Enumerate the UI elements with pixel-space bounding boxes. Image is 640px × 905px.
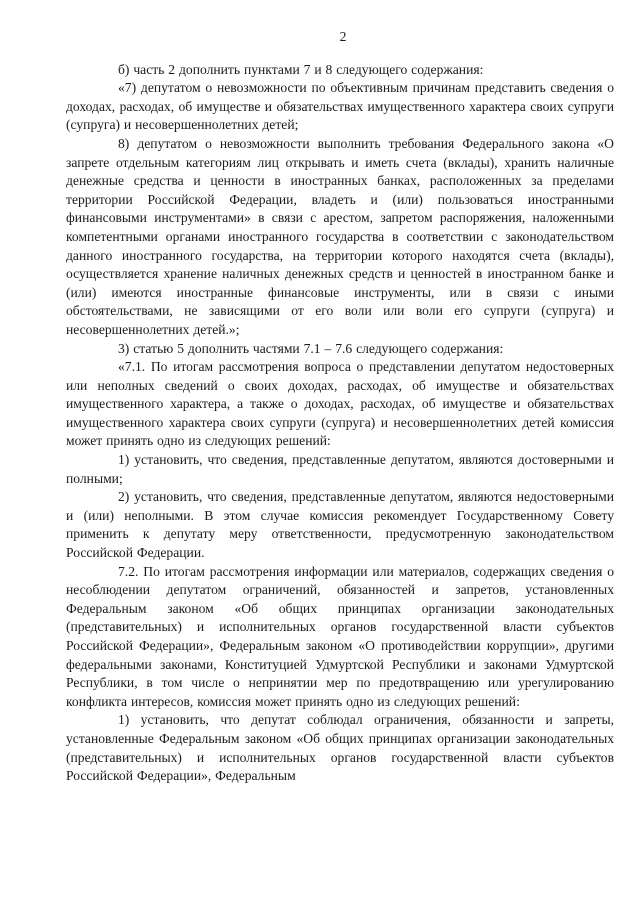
paragraph-item-8: 8) депутатом о невозможности выполнить требования Федерального закона «О запрете отдельным категориям лиц открывать и иметь счета (вклады), хранить наличные денежные средства и ценности в иностранных банках, расположенных за пределами территории Российской Федерации, владеть и (или) пользоваться иностранными финансовыми инструментами» в связи с арестом, запретом распоряжения, наложенными компетентными органами иностранного государства в соответствии с законодательством данного иностранного государства, на территории которого находятся счета (вклады), осуществляется хранение наличных денежных средств и ценностей в иностранном банке и (или) имеются иностранные финансовые инструменты, или в связи с иными обстоятельствами, не зависящими от его воли или воли его супруги (супруга) и несовершеннолетних детей.»; xyxy=(66,135,614,337)
paragraph-article-5: 3) статью 5 дополнить частями 7.1 – 7.6 следующего содержания: xyxy=(118,340,504,356)
paragraph-item-7: «7) депутатом о невозможности по объективным причинам представить сведения о доходах, расходах, об имуществе и обязательствах имущественного характера своих супруги (супруга) и несовершеннолетних детей; xyxy=(66,80,614,133)
page-number: 2 xyxy=(339,29,347,44)
paragraph-amendment-b: б) часть 2 дополнить пунктами 7 и 8 следующего содержания: xyxy=(118,61,484,77)
paragraph-7-2-decision-1: 1) установить, что депутат соблюдал ограничения, обязанности и запреты, установленные Федеральным законом «Об общих принципах организации законодательных (представительных) и исполнительных органов государственной власти субъектов Российской Федерации», Федеральным xyxy=(66,712,614,784)
paragraph-7-1-decision-2: 2) установить, что сведения, представленные депутатом, являются недостоверными и (или) неполными. В этом случае комиссия рекомендует Государственному Совету применить к депутату меру ответственности, предусмотренную законодательством Российской Федерации. xyxy=(66,489,614,561)
paragraph-part-7-2: 7.2. По итогам рассмотрения информации или материалов, содержащих сведения о несоблюдении депутатом ограничений, обязанностей и запретов, установленных Федеральным законом «Об общих принципах организации законодательных (представительных) и исполнительных органов государственной власти субъектов Российской Федерации», Федеральным законом «О противодействии коррупции», другими федеральными законами, Конституцией Удмуртской Республики и законами Удмуртской Республики, в том числе о непринятии мер по предотвращению или урегулированию конфликта интересов, комиссия может принять одно из следующих решений: xyxy=(66,563,614,709)
document-page xyxy=(66,28,614,786)
paragraph-part-7-1: «7.1. По итогам рассмотрения вопроса о представлении депутатом недостоверных или неполных сведений о своих доходах, расходах, об имуществе и обязательствах имущественного характера, а также о доходах, расходах, об имуществе и обязательствах имущественного характера своих супруги (супруга) и несовершеннолетних детей комиссия может принять одно из следующих решений: xyxy=(66,359,614,449)
paragraph-7-1-decision-1: 1) установить, что сведения, представленные депутатом, являются достоверными и полными; xyxy=(66,452,614,486)
